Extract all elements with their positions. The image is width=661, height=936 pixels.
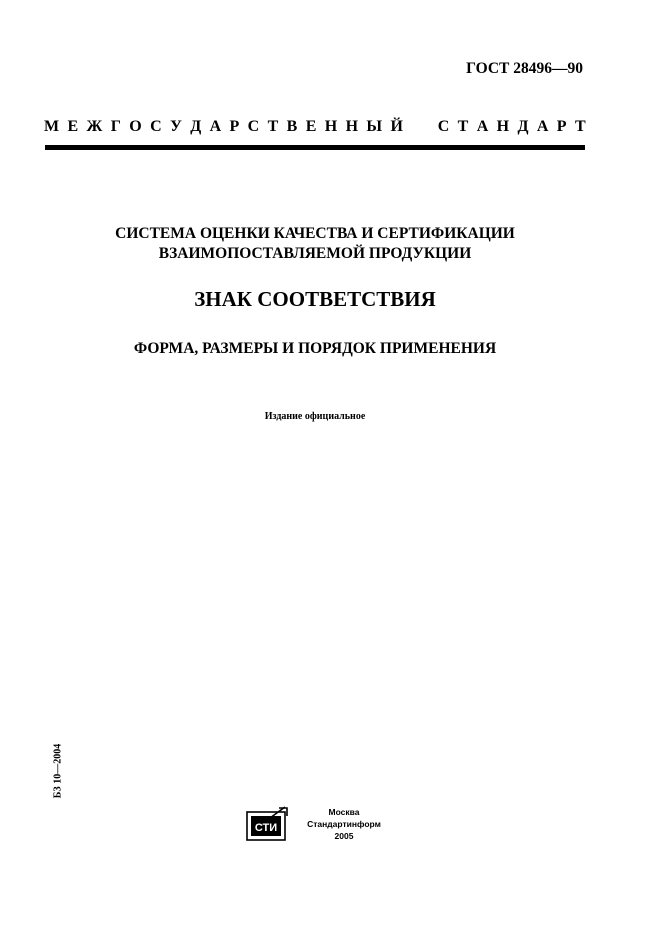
subtitle: ФОРМА, РАЗМЕРЫ И ПОРЯДОК ПРИМЕНЕНИЯ bbox=[133, 340, 497, 357]
heading-letter: Е bbox=[67, 118, 79, 135]
interstate-standard-heading bbox=[44, 118, 586, 136]
publisher-city: Москва bbox=[328, 807, 360, 817]
heading-letter: А bbox=[536, 118, 549, 135]
heading-letter: Р bbox=[229, 118, 240, 135]
side-note bbox=[53, 728, 63, 814]
publisher-year: 2005 bbox=[334, 831, 354, 841]
logo-letters: СТИ bbox=[254, 822, 278, 834]
system-title bbox=[45, 224, 585, 264]
heading-letter: Н bbox=[324, 118, 338, 135]
heading-letter: Т bbox=[574, 118, 586, 135]
heading-letter: Г bbox=[110, 118, 121, 135]
heading-letter: С bbox=[247, 118, 260, 135]
heading-letter: У bbox=[170, 118, 182, 135]
publisher-name: Стандартинформ bbox=[307, 819, 381, 829]
document-code: ГОСТ 28496—90 bbox=[466, 60, 583, 77]
heading-letter: М bbox=[44, 118, 60, 135]
heading-letter: Т bbox=[457, 118, 469, 135]
heading-word-gap bbox=[411, 118, 429, 136]
heading-rule bbox=[45, 145, 585, 150]
system-title-line-1: СИСТЕМА ОЦЕНКИ КАЧЕСТВА И СЕРТИФИКАЦИИ bbox=[115, 225, 515, 242]
heading-letter: Ж bbox=[86, 118, 103, 135]
heading-letter: Н bbox=[345, 118, 359, 135]
main-title: ЗНАК СООТВЕТСТВИЯ bbox=[194, 287, 436, 311]
side-note-text: БЗ 10—2004 bbox=[52, 743, 64, 799]
heading-letter: В bbox=[286, 118, 298, 135]
heading-letter: Д bbox=[517, 118, 529, 135]
heading-letter: О bbox=[129, 118, 142, 135]
heading-letter: Т bbox=[267, 118, 279, 135]
system-title-line-2: ВЗАИМОПОСТАВЛЯЕМОЙ ПРОДУКЦИИ bbox=[158, 245, 472, 262]
heading-letter: А bbox=[209, 118, 222, 135]
edition-label: Издание официальное bbox=[264, 411, 366, 422]
heading-letter: Ы bbox=[366, 118, 383, 135]
heading-letter: Р bbox=[556, 118, 567, 135]
heading-letter: Д bbox=[190, 118, 202, 135]
publisher-imprint bbox=[298, 806, 390, 842]
heading-letter: С bbox=[437, 118, 450, 135]
heading-letter: А bbox=[476, 118, 489, 135]
standartinform-logo-icon bbox=[246, 806, 288, 841]
heading-letter: Е bbox=[305, 118, 317, 135]
heading-letter: Н bbox=[496, 118, 510, 135]
heading-letter: Й bbox=[390, 118, 403, 135]
heading-letter: С bbox=[150, 118, 162, 135]
